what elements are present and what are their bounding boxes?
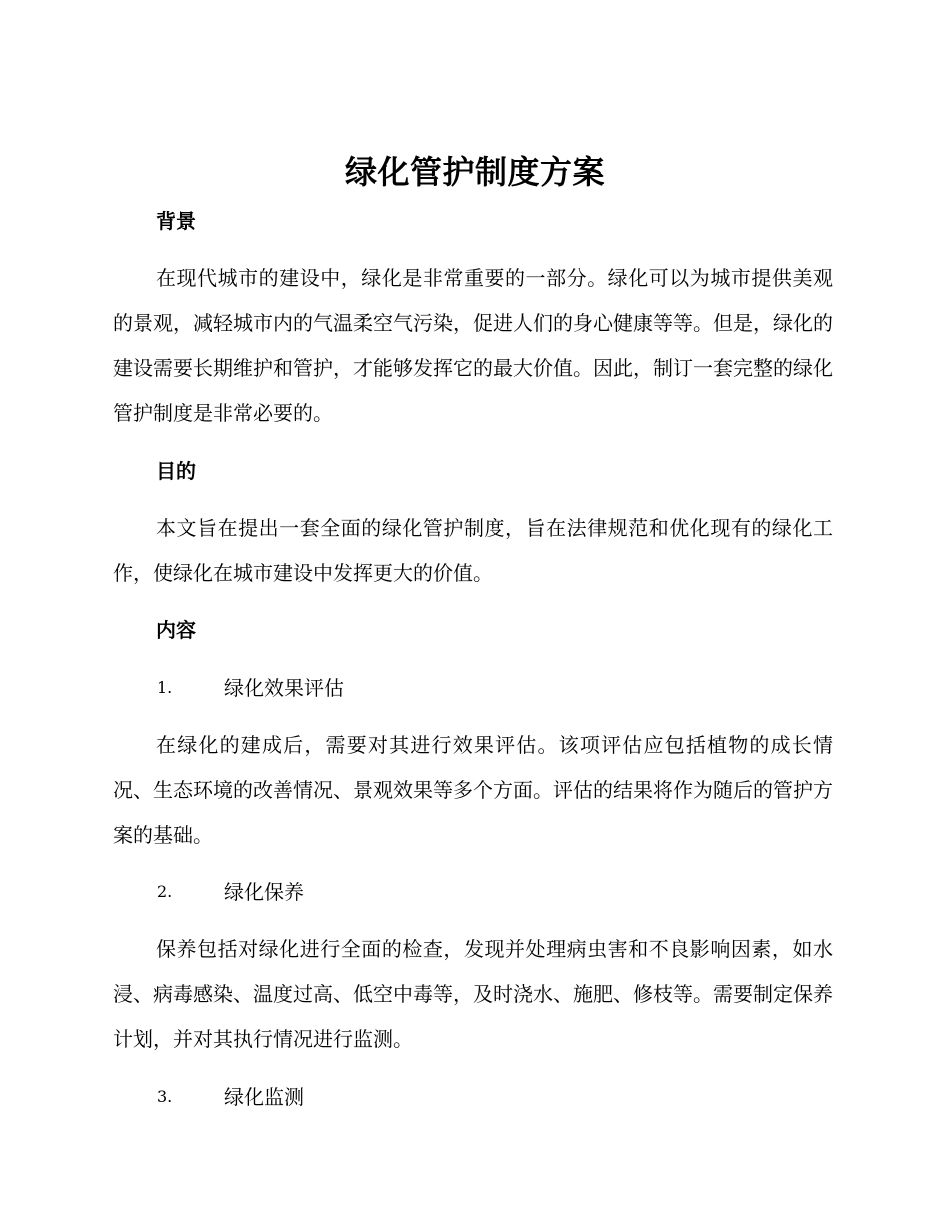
list-item-number: 2. bbox=[157, 882, 173, 901]
list-item-number: 1. bbox=[157, 678, 173, 697]
purpose-paragraph: 本文旨在提出一套全面的绿化管护制度，旨在法律规范和优化现有的绿化工作，使绿化在城市建设中发挥更大的价值。 bbox=[113, 516, 833, 585]
list-item-title: 绿化效果评估 bbox=[224, 676, 344, 700]
list-item-title: 绿化监测 bbox=[224, 1085, 304, 1109]
maintenance-paragraph: 保养包括对绿化进行全面的检查，发现并处理病虫害和不良影响因素，如水浸、病毒感染、温度过高、低空中毒等，及时浇水、施肥、修枝等。需要制定保养计划，并对其执行情况进行监测。 bbox=[113, 937, 833, 1051]
section-heading-background: 背景 bbox=[156, 209, 196, 233]
page-title: 绿化管护制度方案 bbox=[344, 153, 605, 191]
list-item-title: 绿化保养 bbox=[224, 880, 304, 904]
background-paragraph: 在现代城市的建设中，绿化是非常重要的一部分。绿化可以为城市提供美观的景观，减轻城市内的气温柔空气污染，促进人们的身心健康等等。但是，绿化的建设需要长期维护和管护，才能够发挥它的最大价值。因此，制订一套完整的绿化管护制度是非常必要的。 bbox=[113, 266, 833, 425]
section-heading-purpose: 目的 bbox=[156, 459, 196, 483]
evaluation-paragraph: 在绿化的建成后，需要对其进行效果评估。该项评估应包括植物的成长情况、生态环境的改善情况、景观效果等多个方面。评估的结果将作为随后的管护方案的基础。 bbox=[113, 733, 833, 847]
list-item-number: 3. bbox=[157, 1087, 173, 1106]
section-heading-content: 内容 bbox=[156, 618, 196, 642]
